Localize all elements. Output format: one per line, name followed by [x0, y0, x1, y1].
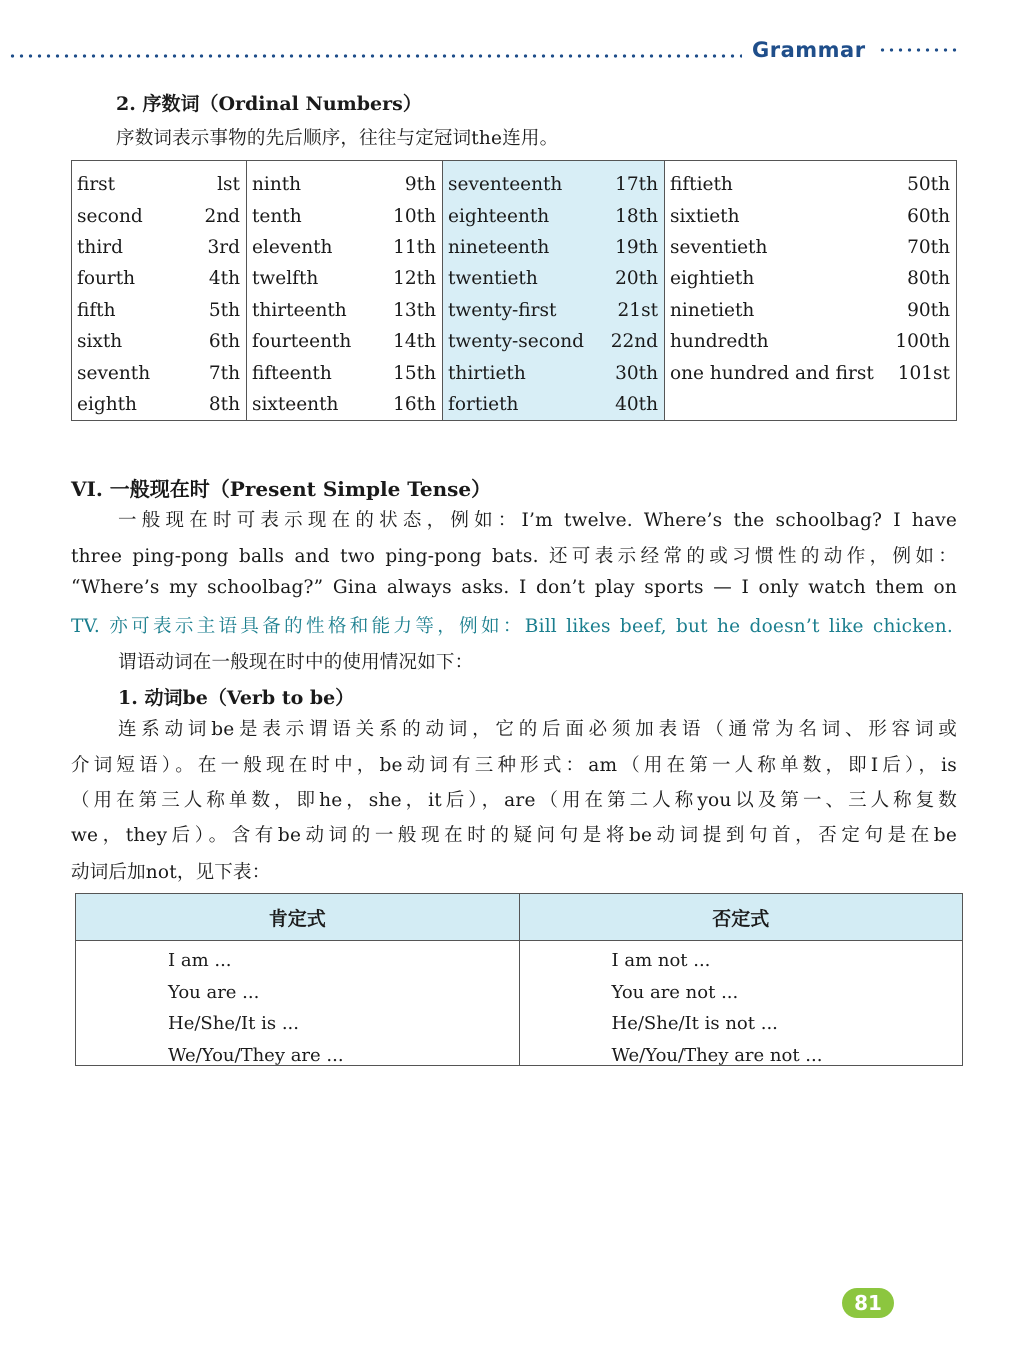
ordinal-word: nineteenth [448, 236, 550, 258]
ordinal-word: second [77, 205, 143, 227]
header-affirmative: 肯定式 [268, 907, 326, 930]
paragraph-intro: 谓语动词在一般现在时中的使用情况如下： [118, 652, 474, 673]
ordinal-row [72, 169, 246, 200]
ordinal-abbreviation: 70th [907, 236, 950, 258]
ordinal-column-3 [442, 161, 664, 420]
ordinal-word: twelfth [252, 268, 319, 290]
ordinal-row [247, 232, 442, 263]
ordinal-word: twenty-second [448, 331, 584, 353]
ordinal-word: hundredth [670, 331, 769, 353]
verb-be-table-header [76, 894, 962, 941]
header-label: Grammar [752, 38, 866, 62]
ordinal-word: fortieth [448, 393, 519, 415]
ordinal-row [443, 200, 664, 231]
paragraph-line: 一般现在时可表示现在的状态，例如：I’m twelve. Where’s the schoolbag? I have [118, 510, 957, 531]
ordinal-abbreviation: 11th [393, 236, 436, 258]
ordinal-abbreviation: 2nd [204, 205, 240, 227]
section-title-present-simple: VI. 一般现在时（Present Simple Tense） [71, 477, 492, 501]
ordinal-column-2 [246, 161, 442, 420]
ordinal-abbreviation: 12th [393, 268, 436, 290]
verb-be-table-body [76, 941, 962, 1066]
ordinal-row [443, 263, 664, 294]
ordinal-row [665, 169, 956, 200]
paragraph-line: 连系动词be是表示谓语关系的动词，它的后面必须加表语（通常为名词、形容词或 [118, 719, 957, 740]
ordinal-row [665, 357, 956, 388]
ordinal-word: twentieth [448, 268, 538, 290]
ordinal-row [247, 389, 442, 420]
ordinal-abbreviation: 17th [615, 174, 658, 196]
ordinal-abbreviation: 10th [393, 205, 436, 227]
ordinal-row [247, 263, 442, 294]
ordinal-row [443, 326, 664, 357]
affirmative-column [76, 941, 519, 1066]
ordinal-word: one hundred and first [670, 362, 874, 384]
ordinal-abbreviation: 14th [393, 331, 436, 353]
ordinal-abbreviation: 30th [615, 362, 658, 384]
ordinal-word: ninth [252, 174, 302, 196]
ordinal-row [443, 389, 664, 420]
ordinal-word: thirteenth [252, 299, 347, 321]
ordinal-column-4 [664, 161, 956, 420]
paragraph-line: （用在第三人称单数，即he，she，it后），are（用在第二人称you以及第一、三人称复数 [71, 790, 957, 811]
ordinal-row [72, 263, 246, 294]
ordinal-word: eighteenth [448, 205, 550, 227]
affirmative-form: I am ... [168, 950, 232, 971]
ordinal-abbreviation: 6th [208, 331, 240, 353]
subsection-title-verb-be: 1. 动词be（Verb to be） [118, 687, 355, 709]
ordinal-abbreviation: 22nd [610, 331, 658, 353]
ordinal-abbreviation: 3rd [207, 236, 240, 258]
ordinal-row [247, 357, 442, 388]
ordinal-abbreviation: 4th [208, 268, 240, 290]
negative-form: We/You/They are not ... [611, 1044, 823, 1066]
ordinal-abbreviation: 101st [897, 362, 950, 384]
header-dots-left [8, 54, 742, 58]
ordinal-word: sixteenth [252, 393, 339, 415]
ordinal-abbreviation: 13th [393, 299, 436, 321]
ordinal-word: eightieth [670, 268, 755, 290]
affirmative-form: We/You/They are ... [168, 1044, 344, 1066]
ordinal-abbreviation: 7th [208, 362, 240, 384]
ordinal-numbers-table [71, 160, 957, 421]
ordinal-row [443, 169, 664, 200]
ordinal-row [72, 232, 246, 263]
ordinal-row [665, 200, 956, 231]
ordinal-word: ninetieth [670, 299, 755, 321]
ordinal-row [72, 357, 246, 388]
ordinal-row [665, 295, 956, 326]
ordinal-abbreviation: 5th [208, 299, 240, 321]
ordinal-abbreviation: 90th [907, 299, 950, 321]
page-number-badge: 81 [842, 1288, 894, 1318]
ordinal-word: eleventh [252, 236, 333, 258]
ordinals-description: 序数词表示事物的先后顺序，往往与定冠词the连用。 [116, 128, 559, 149]
ordinal-word: tenth [252, 205, 302, 227]
ordinal-word: third [77, 236, 123, 258]
ordinal-word: sixth [77, 331, 123, 353]
ordinal-word: first [77, 174, 116, 196]
paragraph-line: TV. 亦可表示主语具备的性格和能力等，例如：Bill likes beef, but he doesn’t like chicken. [71, 616, 953, 637]
ordinal-column-1 [72, 161, 246, 420]
ordinal-abbreviation: lst [217, 174, 240, 196]
header-negative: 否定式 [519, 894, 963, 940]
ordinal-word: sixtieth [670, 205, 740, 227]
ordinal-abbreviation: 15th [393, 362, 436, 384]
ordinal-word: thirtieth [448, 362, 526, 384]
ordinal-word: seventeenth [448, 174, 563, 196]
verb-be-table [75, 893, 963, 1066]
running-header [0, 38, 1024, 68]
ordinal-abbreviation: 16th [393, 393, 436, 415]
ordinal-word: twenty-first [448, 299, 557, 321]
ordinal-word: eighth [77, 393, 137, 415]
ordinal-row [247, 169, 442, 200]
ordinal-word: fiftieth [670, 174, 733, 196]
ordinal-abbreviation: 19th [615, 236, 658, 258]
affirmative-form: You are ... [168, 981, 260, 1003]
paragraph-line: three ping-pong balls and two ping-pong bats. 还可表示经常的或习惯性的动作，例如： [71, 546, 957, 567]
ordinal-abbreviation: 50th [907, 174, 950, 196]
negative-form: You are not ... [611, 981, 739, 1003]
paragraph-line: 介词短语）。在一般现在时中，be动词有三种形式：am（用在第一人称单数，即I后），is [71, 755, 957, 776]
header-dots-right [878, 48, 958, 52]
ordinal-row [443, 357, 664, 388]
ordinal-abbreviation: 18th [615, 205, 658, 227]
section-title-ordinals: 2. 序数词（Ordinal Numbers） [116, 93, 422, 115]
ordinal-word: fifteenth [252, 362, 332, 384]
ordinal-row [72, 295, 246, 326]
ordinal-abbreviation: 20th [615, 268, 658, 290]
ordinal-word: seventh [77, 362, 151, 384]
negative-column [519, 941, 963, 1066]
ordinal-abbreviation: 9th [404, 174, 436, 196]
ordinal-row [72, 326, 246, 357]
ordinal-row [665, 263, 956, 294]
ordinal-row [247, 295, 442, 326]
negative-form: He/She/It is not ... [611, 1013, 778, 1034]
ordinal-row [443, 295, 664, 326]
affirmative-form: He/She/It is ... [168, 1013, 300, 1034]
ordinal-row [247, 326, 442, 357]
ordinal-abbreviation: 100th [895, 331, 950, 353]
paragraph-line: we，they后）。含有be动词的一般现在时的疑问句是将be动词提到句首，否定句是在be [71, 825, 957, 846]
ordinal-row [443, 232, 664, 263]
paragraph-line: “Where’s my schoolbag?” Gina always asks. I don’t play sports — I only watch them on [71, 577, 957, 598]
negative-form: I am not ... [611, 950, 711, 971]
ordinal-abbreviation: 60th [907, 205, 950, 227]
ordinal-row [665, 232, 956, 263]
ordinal-row [72, 389, 246, 420]
ordinal-word: seventieth [670, 236, 768, 258]
ordinal-row [72, 200, 246, 231]
ordinal-word: fourth [77, 268, 136, 290]
ordinal-abbreviation: 8th [208, 393, 240, 415]
ordinal-row [665, 326, 956, 357]
ordinal-word: fourteenth [252, 331, 352, 353]
paragraph-line: 动词后加not，见下表： [71, 862, 271, 883]
ordinal-abbreviation: 21st [617, 299, 658, 321]
ordinal-abbreviation: 40th [615, 393, 658, 415]
ordinal-row [247, 200, 442, 231]
ordinal-word: fifth [77, 299, 116, 321]
ordinal-abbreviation: 80th [907, 268, 950, 290]
